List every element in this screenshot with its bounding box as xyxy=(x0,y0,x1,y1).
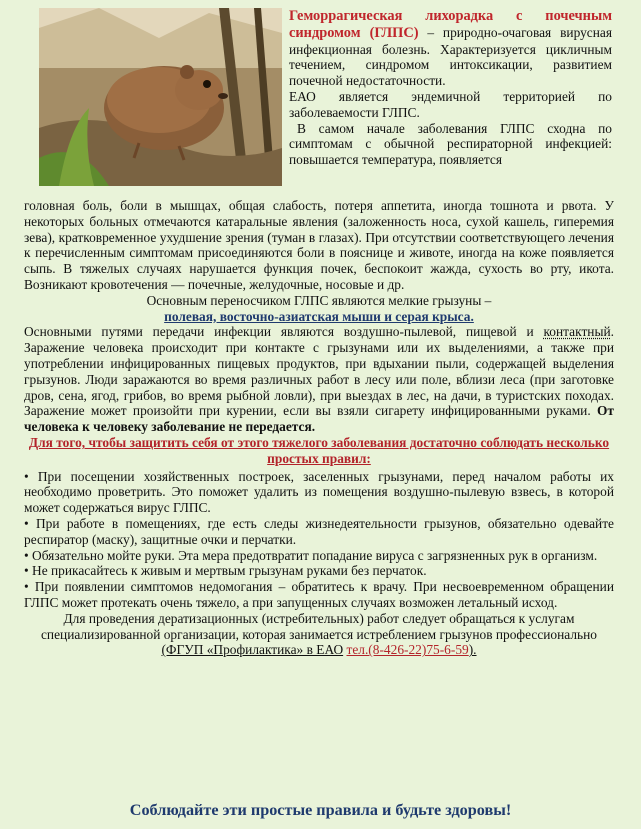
contact-end: ). xyxy=(468,642,477,658)
rule-item: • Обязательно мойте руки. Эта мера предотвратит попадание вируса с загрязненных рук в организм. xyxy=(24,547,598,563)
deratization-paragraph xyxy=(24,611,614,658)
ways-bold: От человека к человеку заболевание не передается. xyxy=(24,403,614,435)
rules-list xyxy=(24,469,614,611)
contact-org: (ФГУП «Профилактика» в ЕАО xyxy=(161,642,344,658)
vole-photo xyxy=(39,8,282,186)
symptoms-continued: головная боль, боли в мышцах, общая слабость, потеря аппетита, иногда тошнота и рвота. У некоторых больных отмечаются катаральные явления (заложенность носа, сухой кашель, гиперемия зева), кратковременное ухудшение зрения (туман в глазах). При отсутствии соответствующего лечения к перечисленным симптомам присоединяются боли в пояснице и животе, иногда на коже появляется сыпь. В тяжелых случаях нарушается функция почек, беспокоит жажда, сухость во рту, икота. Возникают кровотечения — почечные, желудочные, носовые и др. xyxy=(24,198,614,292)
contact-phone: тел.(8-426-22)75-6-59 xyxy=(346,642,469,658)
vole-illustration xyxy=(39,8,282,186)
intro-definition: – природно-очаговая вирусная инфекционная болезнь. Характеризуется цикличным течением, синдромом интоксикации, развитием почечной недостаточности. xyxy=(289,24,612,89)
ways-rest: . Заражение человека происходит при контакте с грызунами или их выделениями, а также при употреблении инфицированных пищевых продуктов, при вдыхании пыли, содержащей выделения грызунов. Люди заражаются во время различных работ в лесу или поле, вблизи леса (при заготовке дров, сена, ягод, грибов, во время рыбной ловли), при выездах в лес, на дачи, в туристских походах. Заражение может произойти при курении, если вы взяли сигарету инфицированными руками. xyxy=(24,324,614,419)
deratization-text: Для проведения дератизационных (истребительных) работ следует обращаться к услугам специализированной организации, которая занимается истреблением грызунов профессионально xyxy=(40,610,598,642)
endemic-note: ЕАО является эндемичной территорией по заболеваемости ГЛПС. xyxy=(289,88,612,120)
rule-item: • При появлении симптомов недомогания – обратитесь к врачу. При несвоевременном обращении ГЛПС может протекать очень тяжело, а при запущенных случаях возможен летальный исход. xyxy=(24,579,614,610)
rules-heading: Для того, чтобы защитить себя от этого тяжелого заболевания достаточно соблюдать несколько простых правил: xyxy=(28,434,610,466)
rule-item: • При работе в помещениях, где есть следы жизнедеятельности грызунов, обязательно одевайте респиратор (маску), защитные очки и перчатки. xyxy=(24,515,614,547)
article-title: Геморрагическая лихорадка с почечным синдромом (ГЛПС) xyxy=(289,8,612,41)
intro-column xyxy=(289,8,612,168)
main-text xyxy=(24,198,614,658)
closing-slogan: Соблюдайте эти простые правила и будьте здоровы! xyxy=(129,801,512,819)
rule-item: • При посещении хозяйственных построек, заселенных грызунами, перед началом работы их необходимо проветрить. Это поможет удалить из помещения воздушно-пылевую взвесь, в которой может содержаться вирус ГЛПС. xyxy=(24,468,614,516)
carriers-names: полевая, восточно-азиатская мыши и серая крыса. xyxy=(164,308,474,324)
ways-start: Основными путями передачи инфекции являются воздушно-пылевой, пищевой и xyxy=(24,324,544,340)
carriers-line: Основным переносчиком ГЛПС являются мелкие грызуны – xyxy=(146,292,492,308)
transmission-paragraph xyxy=(24,324,614,435)
ways-contact: контактный xyxy=(543,324,611,340)
rule-item: • Не прикасайтесь к живым и мертвым грызунам руками без перчаток. xyxy=(24,563,427,579)
symptoms-start: В самом начале заболевания ГЛПС сходна по симптомам с обычной респираторной инфекцией: повышается температура, появляется xyxy=(289,120,612,168)
